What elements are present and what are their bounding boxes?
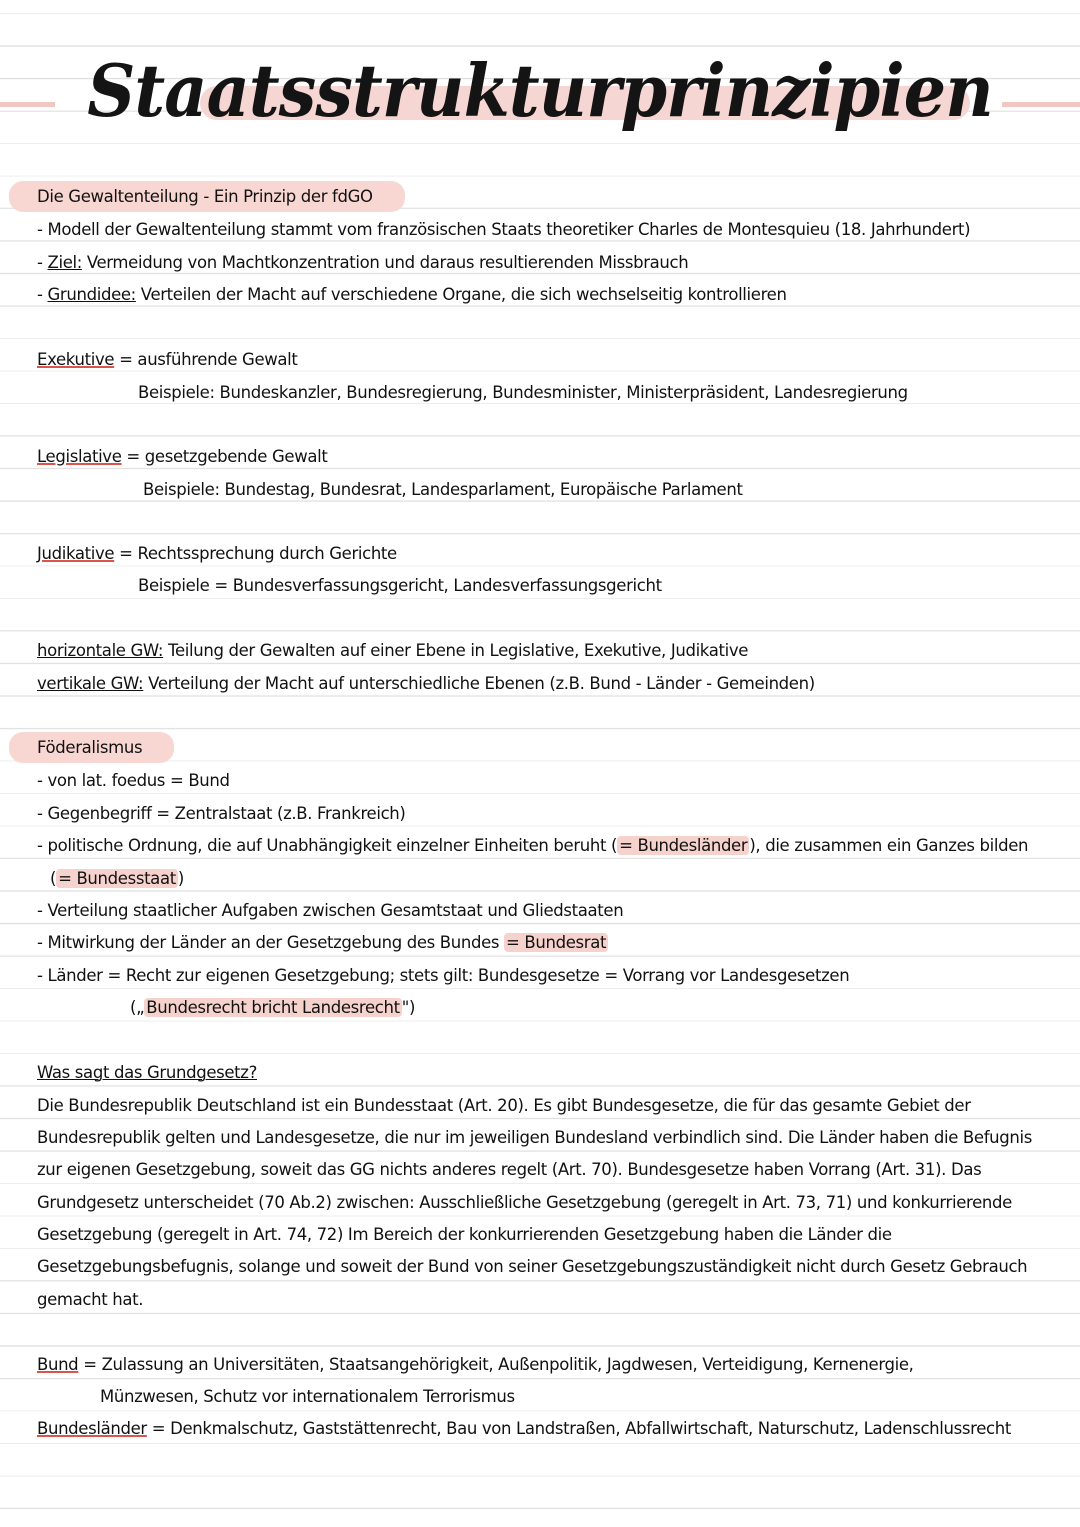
text-line-exekutive <box>37 350 298 370</box>
page-title: Staatsstrukturprinzipien <box>87 48 993 133</box>
exekutive-definition: = ausführende Gewalt <box>114 350 298 369</box>
section-heading-gewaltenteilung <box>37 187 405 207</box>
bundeslaender-label: Bundesländer <box>37 1419 147 1438</box>
judikative-definition: = Rechtssprechung durch Gerichte <box>114 544 397 563</box>
highlight-bundesrat: = Bundesrat <box>506 933 607 952</box>
paragraph-line: Gesetzgebung (geregelt in Art. 74, 72) Im Bereich der konkurrierenden Gesetzgebung haben die Länder die <box>37 1225 892 1244</box>
vertikale-gw-text: Verteilung der Macht auf unterschiedliche Ebenen (z.B. Bund - Länder - Gemeinden) <box>143 674 815 693</box>
vertikale-gw-label: vertikale GW: <box>37 674 144 693</box>
highlight-bundesrecht: Bundesrecht bricht Landesrecht <box>146 998 400 1017</box>
ziel-label: Ziel: <box>47 253 82 272</box>
text-line-bundesrecht <box>130 998 415 1018</box>
text-line-bundesstaat <box>50 869 184 889</box>
bullet: - <box>37 285 48 304</box>
paragraph-line: Die Bundesrepublik Deutschland ist ein Bundesstaat (Art. 20). Es gibt Bundesgesetze, die für das gesamte Gebiet der <box>37 1096 971 1115</box>
bund-text: = Zulassung an Universitäten, Staatsangehörigkeit, Außenpolitik, Jagdwesen, Verteidigung, Kernenergie, <box>78 1355 914 1374</box>
text-line-judikative <box>37 544 397 564</box>
text-line-horizontale-gw <box>37 641 748 661</box>
text-line-legislative <box>37 447 327 467</box>
text-line-grundidee <box>37 285 787 305</box>
section-heading-grundgesetz <box>37 1063 257 1083</box>
text-part: - Mitwirkung der Länder an der Gesetzgebung des Bundes <box>37 933 505 952</box>
text-line-judikative-beispiele: Beispiele = Bundesverfassungsgericht, Landesverfassungsgericht <box>138 576 662 595</box>
text-line-bund-2: Münzwesen, Schutz vor internationalem Terrorismus <box>100 1387 515 1406</box>
exekutive-label: Exekutive <box>37 350 115 369</box>
paragraph-line: Grundgesetz unterscheidet (70 Ab.2) zwischen: Ausschließliche Gesetzgebung (geregelt in Art. 73, 71) und konkurrierende <box>37 1193 1012 1212</box>
text-line-gegenbegriff: - Gegenbegriff = Zentralstaat (z.B. Frankreich) <box>37 804 406 823</box>
highlight-bundeslaender: = Bundesländer <box>619 836 748 855</box>
text-part: ), die zusammen ein Ganzes bilden <box>749 836 1029 855</box>
text-line-ziel <box>37 253 688 273</box>
grundidee-text: Verteilen der Macht auf verschiedene Organe, die sich wechselseitig kontrollieren <box>135 285 787 304</box>
text-line-vertikale-gw <box>37 674 815 694</box>
paragraph-line: zur eigenen Gesetzgebung, soweit das GG nichts anderes regelt (Art. 70). Bundesgesetze haben Vorrang (Art. 31). Das <box>37 1160 982 1179</box>
paragraph-line: Gesetzgebungsbefugnis, solange und soweit der Bund von seiner Gesetzgebungszuständigkeit nicht durch Gesetz Gebrauch <box>37 1257 1028 1276</box>
grundidee-label: Grundidee: <box>47 285 136 304</box>
text-line-foedus: - von lat. foedus = Bund <box>37 771 230 790</box>
text-line-bundeslaender <box>37 1419 1011 1439</box>
bundeslaender-text: = Denkmalschutz, Gaststättenrecht, Bau von Landstraßen, Abfallwirtschaft, Naturschutz, Ladenschlussrecht <box>146 1419 1011 1438</box>
text-line-mitwirkung <box>37 933 608 953</box>
title-area <box>0 40 1080 160</box>
text-part: - politische Ordnung, die auf Unabhängigkeit einzelner Einheiten beruht ( <box>37 836 618 855</box>
section-heading-foederalismus <box>37 738 174 758</box>
text-line-legislative-beispiele: Beispiele: Bundestag, Bundesrat, Landesparlament, Europäische Parlament <box>143 480 743 499</box>
text-part: („ <box>130 998 145 1017</box>
heading-label: Föderalismus <box>9 732 174 763</box>
text-part: ) <box>177 869 184 888</box>
ziel-text: Vermeidung von Machtkonzentration und daraus resultierenden Missbrauch <box>81 253 689 272</box>
judikative-label: Judikative <box>37 544 115 563</box>
text-line-exekutive-beispiele: Beispiele: Bundeskanzler, Bundesregierung, Bundesminister, Ministerpräsident, Landesregierung <box>138 383 908 402</box>
text-line-politische-ordnung <box>37 836 1028 856</box>
bullet: - <box>37 253 48 272</box>
text-part: ") <box>401 998 416 1017</box>
legislative-label: Legislative <box>37 447 122 466</box>
text-line-verteilung: - Verteilung staatlicher Aufgaben zwischen Gesamtstaat und Gliedstaaten <box>37 901 624 920</box>
text-line-laender-recht: - Länder = Recht zur eigenen Gesetzgebung; stets gilt: Bundesgesetze = Vorrang vor Landesgesetzen <box>37 966 850 985</box>
paragraph-line: Bundesrepublik gelten und Landesgesetze, die nur im jeweiligen Bundesland verbindlich sind. Die Länder haben die Befugnis <box>37 1128 1032 1147</box>
highlight-bundesstaat: = Bundesstaat <box>58 869 176 888</box>
text-line-modell: - Modell der Gewaltenteilung stammt vom französischen Staats theoretiker Charles de Montesquieu (18. Jahrhundert) <box>37 220 971 239</box>
text-line-bund <box>37 1355 914 1375</box>
legislative-definition: = gesetzgebende Gewalt <box>121 447 328 466</box>
horizontale-gw-text: Teilung der Gewalten auf einer Ebene in Legislative, Exekutive, Judikative <box>163 641 749 660</box>
bund-label: Bund <box>37 1355 79 1374</box>
heading-label: Was sagt das Grundgesetz? <box>37 1063 258 1082</box>
horizontale-gw-label: horizontale GW: <box>37 641 164 660</box>
heading-label: Die Gewaltenteilung - Ein Prinzip der fdGO <box>9 181 405 212</box>
paragraph-line: gemacht hat. <box>37 1290 144 1309</box>
text-part: ( <box>50 869 57 888</box>
